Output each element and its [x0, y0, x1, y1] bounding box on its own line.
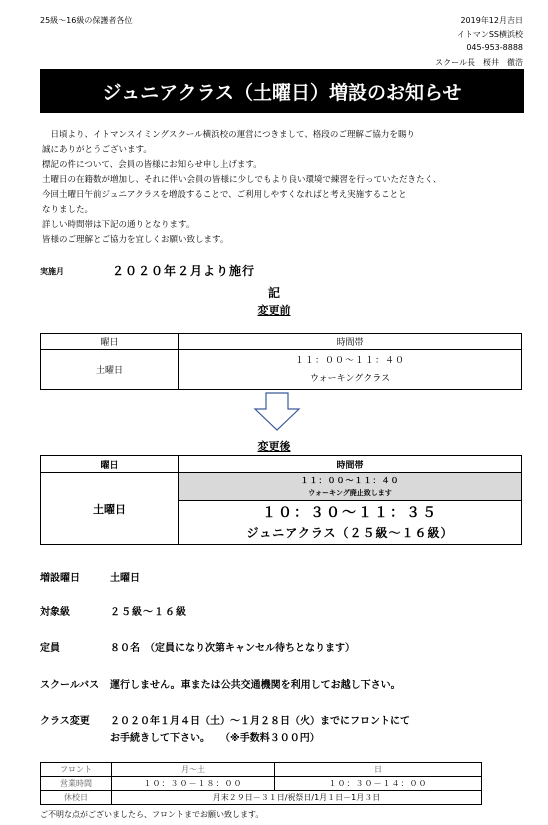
front-col-weekday: 月～土: [112, 763, 275, 777]
detail-label: クラス変更: [40, 716, 90, 727]
after-old-time: １１：００～１１：４０: [300, 475, 400, 485]
before-col-time: 時間帯: [179, 334, 522, 350]
after-col-time: 時間帯: [179, 456, 522, 473]
class-change-note: お手続きして下さい。 （※手数料３００円）: [110, 733, 320, 744]
title-banner: [40, 69, 524, 113]
after-old-note: ウォーキング廃止致します: [308, 488, 392, 497]
front-col-sunday: 日: [275, 763, 482, 777]
detail-value: ２５級～１６級: [110, 607, 187, 618]
intro-paragraph: 日頃より、イトマンスイミングスクール横浜校の運営につきまして、格段のご理解ご協力を賜り 誠にありがとうございます。 標記の件について、会員の皆様にお知らせ申し上げます。 土曜日の在籍数が増加し、それに伴い会員の皆様に少しでもより良い環境で練習を行っていただきたく、 今回土曜日午前ジュニアクラスを増設することで、ご利用しやすくなればと考え実施することと なりました。 詳しい時間帯は下記の通りとなります。 皆様のご理解とご協力を宜しくお願い致します。: [42, 130, 442, 245]
closed-label: 休校日: [41, 791, 112, 805]
effective-label: 実施月: [40, 267, 64, 276]
after-day: 土曜日: [41, 473, 179, 545]
down-arrow-icon: [252, 392, 302, 432]
after-heading: 変更後: [257, 440, 291, 453]
footer-note: ご不明な点がございましたら、フロントまでお願い致します。: [40, 810, 264, 819]
after-new-class: ジュニアクラス（２５級～１６級）: [246, 525, 454, 540]
hours-sunday: １０：３０－１４：００: [275, 777, 482, 791]
front-label: フロント: [41, 763, 112, 777]
detail-value: ２０２０年１月４日（土）～１月２８日（火）までにフロントにて: [110, 716, 410, 727]
detail-value: 土曜日: [110, 573, 140, 584]
detail-label: 増設曜日: [40, 573, 80, 584]
hours-label: 営業時間: [41, 777, 112, 791]
issue-date: 2019年12月吉日: [460, 16, 523, 25]
phone-number: 045-953-8888: [466, 43, 523, 52]
after-new-time: １０：３０～１１：３５: [262, 504, 438, 521]
after-col-day: 曜日: [41, 456, 179, 473]
signer: スクール長 桜井 徹浩: [435, 58, 523, 67]
before-table: [40, 333, 522, 390]
before-day: 土曜日: [41, 350, 179, 390]
closed-days: 月末２９日－３１日/祝祭日/1月１日－1月３日: [112, 791, 482, 805]
detail-value: 運行しません。車または公共交通機関を利用してお越し下さい。: [110, 680, 401, 691]
before-class: ウォーキングクラス: [309, 373, 391, 384]
detail-label: 定員: [40, 643, 60, 654]
ki-heading: 記: [267, 286, 280, 300]
detail-label: 対象級: [40, 607, 70, 618]
effective-value: ２０２０年２月より施行: [112, 264, 256, 278]
hours-weekday: １０：３０－１８：００: [112, 777, 275, 791]
page-title: ジュニアクラス（土曜日）増設のお知らせ: [102, 81, 462, 104]
front-hours-table: [40, 762, 482, 805]
recipient: 25級～16級の保護者各位: [40, 16, 133, 25]
before-heading: 変更前: [257, 304, 291, 317]
before-col-day: 曜日: [41, 334, 179, 350]
detail-label: スクールバス: [40, 680, 100, 691]
school-name: イトマンSS横浜校: [456, 30, 523, 39]
detail-value: ８０名 （定員になり次第キャンセル待ちとなります）: [110, 643, 355, 654]
before-time: １１：００～１１：４０: [294, 355, 405, 366]
after-table: [40, 455, 522, 545]
